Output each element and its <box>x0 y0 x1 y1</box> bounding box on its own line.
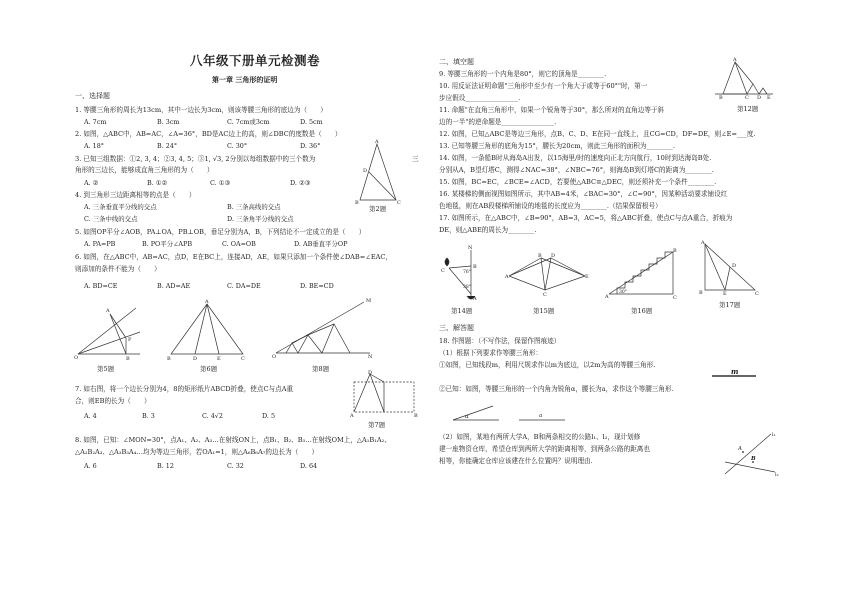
question-14-line1: 14. 如图，一条船B时从海岛A出发，以15海里/时的速度向正北方向航行，10时到达海岛B处. <box>439 154 712 162</box>
q7-option-b: B. 3 <box>142 412 155 420</box>
question-1: 1. 等腰三角形的周长为13cm，其中一边长为3cm，则该等腰三角形的底边为（ ） <box>75 106 327 114</box>
figure-16-staircase <box>605 248 695 300</box>
q6-option-a: A. BD=CE <box>84 282 118 290</box>
segment-m-label: m <box>731 367 739 376</box>
question-11-line2: 边的一半"的逆命题是________________. <box>439 118 557 126</box>
q4-option-c: C. 三条中线的交点 <box>84 215 138 223</box>
svg-text:A: A <box>605 294 609 300</box>
section2-heading: 二、填空题 <box>439 58 474 66</box>
svg-text:D: D <box>732 263 737 269</box>
segment-m <box>710 366 760 380</box>
svg-text:A: A <box>375 139 379 145</box>
svg-text:38°: 38° <box>463 285 471 290</box>
question-18-part1-b: ②已知：如图，等腰三角形的一个内角为锐角α，腰长为a，求作这个等腰三角形. <box>439 385 674 393</box>
figure-7-caption: 第7题 <box>368 421 386 429</box>
svg-text:M: M <box>366 298 372 304</box>
svg-text:B: B <box>751 456 756 462</box>
figure-15-triangles <box>505 254 589 296</box>
q7-option-c: C. 4√2 <box>202 412 223 420</box>
alpha-label: α <box>465 414 469 420</box>
svg-text:C: C <box>755 291 759 297</box>
figure-7-rectangle-fold <box>350 372 420 418</box>
question-18-part2-line3: 相等，你能确定仓库应该建在什么位置吗？说明理由. <box>439 457 593 465</box>
question-8-line1: 8. 如图，已知：∠MON=30°，点A₁、A₂、A₃…在射线ON上，点B₁、B₂、B₃…在射线OM上，△A₁B₁A₂、 <box>75 436 391 444</box>
q2-option-d: D. 36° <box>300 142 321 150</box>
svg-text:C: C <box>543 292 547 298</box>
svg-text:N: N <box>468 245 473 251</box>
question-14-line2: 分别从A，B望灯塔C，测得∠NAC=38°，∠NBC=76°，则海岛B到灯塔C的距离为________. <box>439 166 714 174</box>
svg-text:B: B <box>126 356 130 362</box>
svg-text:E: E <box>767 95 771 101</box>
q7-option-d: D. 5 <box>262 412 276 420</box>
question-3-line1: 3. 已知三组数据：①2, 3, 4；②3, 4, 5；③1, √3, 2分别以每组数据中的三个数为 <box>75 155 316 163</box>
question-18-part1-a: ①如图，已知线段m，利用尺规求作以m为底边，以2m为高的等腰三角形. <box>439 361 656 369</box>
figure-16-caption: 第16题 <box>631 307 653 315</box>
question-3-tail: 三 <box>412 155 419 163</box>
figure-6-caption: 第6题 <box>200 365 218 373</box>
question-12: 12. 如图，已知△ABC是等边三角形，点B、C、D、E在同一直线上，且CG=CD，DF=DE，则∠E=___度. <box>439 130 756 138</box>
q6-option-b: B. AD=AE <box>157 282 191 290</box>
svg-text:O: O <box>272 354 277 360</box>
svg-text:A: A <box>350 413 354 419</box>
question-5: 5. 如图OP平分∠AOB，PA⊥OA，PB⊥OB，垂足分别为A，B，下列结论不一定成立的是（ ） <box>75 228 366 236</box>
svg-text:P: P <box>128 337 132 343</box>
question-8-line2: △A₂B₂A₃、△A₃B₃A₄…均为等边三角形，若OA₁=1，则△A₆B₆A₇的边长为（ ） <box>75 448 319 456</box>
svg-text:B: B <box>414 413 418 419</box>
q5-option-b: B. PO平分∠APB <box>142 240 193 248</box>
svg-text:B: B <box>673 248 677 254</box>
svg-text:A: A <box>106 308 110 314</box>
svg-text:D: D <box>363 168 368 174</box>
svg-text:A: A <box>738 446 742 452</box>
q3-option-d: D. ②③ <box>290 179 311 187</box>
svg-text:76°: 76° <box>463 270 471 275</box>
svg-text:B: B <box>473 264 477 270</box>
svg-text:A: A <box>473 296 477 302</box>
section1-heading: 一、选择题 <box>75 92 110 100</box>
svg-text:30°: 30° <box>619 290 627 295</box>
svg-text:A: A <box>701 240 705 246</box>
figure-17-fold <box>697 240 761 296</box>
svg-text:B: B <box>538 253 542 259</box>
svg-text:C: C <box>673 295 677 301</box>
q2-option-c: C. 30° <box>227 142 248 150</box>
q1-option-d: D. 5cm <box>300 118 323 126</box>
question-10-line1: 10. 用反证法证明命题"三角形中至少有一个角大于或等于60°"时，第一 <box>439 82 648 90</box>
svg-text:A: A <box>205 299 209 305</box>
svg-text:C: C <box>397 200 401 206</box>
figure-14-caption: 第14题 <box>451 307 473 315</box>
question-9: 9. 等腰三角形的一个内角是80°，则它的顶角是________. <box>439 70 607 78</box>
figure-roads-universities <box>721 428 781 478</box>
svg-text:B: B <box>355 200 359 206</box>
question-16-line2: 色地毯，则在AB段楼梯所铺设的地毯的长度应为________.（结果保留根号） <box>439 202 662 210</box>
svg-text:D: D <box>757 95 762 101</box>
question-17-line2: DE，则△ABE的周长为________. <box>439 226 537 234</box>
angle-alpha-and-segment-a <box>449 402 569 426</box>
svg-text:C: C <box>241 356 245 362</box>
question-7-line2: 合，则EB的长为（ ） <box>75 397 151 405</box>
figure-2-triangle <box>352 139 402 206</box>
svg-text:C: C <box>745 95 749 101</box>
svg-text:D: D <box>551 253 556 259</box>
question-18-part2-line2: 建一座物资仓库，希望仓库到两所大学的距离相等，到两条公路的距离也 <box>439 445 650 453</box>
q4-option-a: A. 三条垂直平分线的交点 <box>84 203 157 211</box>
q5-option-d: D. AB垂直平分OP <box>294 240 348 248</box>
q4-option-b: B. 三条高线的交点 <box>227 203 281 211</box>
figure-14-lighthouse <box>441 246 491 302</box>
svg-text:B: B <box>167 356 171 362</box>
q2-option-b: B. 24° <box>157 142 178 150</box>
q3-option-a: A. ② <box>84 179 99 187</box>
svg-text:B: B <box>719 95 723 101</box>
figure-17-caption: 第17题 <box>719 301 741 309</box>
svg-text:A: A <box>505 274 509 280</box>
svg-text:E: E <box>723 291 727 297</box>
figure-8-triangles <box>272 298 372 360</box>
q5-option-a: A. PA=PB <box>84 240 116 248</box>
question-16-line1: 16. 某楼梯的侧面视图如图所示，其中AB=4米，∠BAC=30°，∠C=90°，因某种活动要求铺设红 <box>439 190 728 198</box>
svg-text:E: E <box>585 274 589 280</box>
question-17-line1: 17. 如图所示，在△ABC中，∠B=90°，AB=3，AC=5，将△ABC折叠，使点C与点A重合，折痕为 <box>439 214 733 222</box>
figure-12-triangles <box>713 58 775 100</box>
section3-heading: 三、解答题 <box>439 324 474 332</box>
segment-a-label: a <box>539 413 543 419</box>
svg-text:l₁: l₁ <box>772 432 776 438</box>
svg-text:D: D <box>193 356 198 362</box>
figure-15-caption: 第15题 <box>533 307 555 315</box>
figure-5-angle <box>74 302 144 360</box>
question-10-line2: 步应假设________________. <box>439 94 521 102</box>
question-18: 18. 作图题：（不写作法，保留作图痕迹） <box>439 337 561 345</box>
question-7-line1: 7. 如右图，将一个边长分别为4，8的矩形纸片ABCD折叠，使点C与点A重 <box>75 385 294 393</box>
svg-text:B: B <box>699 290 703 296</box>
svg-text:E: E <box>217 356 221 362</box>
q8-option-a: A. 6 <box>84 462 97 470</box>
question-3-line2: 角形的三边长，能够成直角三角形的为（ ） <box>75 166 214 174</box>
svg-text:C: C <box>441 268 445 274</box>
figure-2-caption: 第2题 <box>369 205 387 213</box>
q8-option-b: B. 12 <box>157 462 174 470</box>
svg-text:D: D <box>368 370 373 376</box>
question-18-part1: （1）根据下列要求作等腰三角形： <box>439 349 543 357</box>
question-11-line1: 11. 命题"在直角三角形中，如果一个锐角等于30°，那么所对的直角边等于斜 <box>439 106 665 114</box>
page-title: 八年级下册单元检测卷 <box>190 53 321 68</box>
figure-12-caption: 第12题 <box>737 105 759 113</box>
figure-5-caption: 第5题 <box>97 365 115 373</box>
question-4: 4. 到三角形三边距离相等的点是（ ） <box>75 191 196 199</box>
q1-option-b: B. 3cm <box>157 118 180 126</box>
q2-option-a: A. 18° <box>84 142 105 150</box>
question-6-line2: 则添加的条件不能为（ ） <box>75 265 161 273</box>
question-6-line1: 6. 如图，在△ABC中，AB=AC，点D，E在BC上，连接AD，AE，如果只添加一个条件使∠DAB=∠EAC， <box>75 253 393 261</box>
q7-option-a: A. 4 <box>84 412 97 420</box>
figure-6-triangle <box>167 299 247 362</box>
question-15: 15. 如图，BC=EC，∠BCE=∠ACD，若要使△ABC≌△DEC，则还须补充一个条件________. <box>439 178 717 186</box>
question-2: 2. 如图，△ABC中，AB=AC，∠A=36°，BD是AC边上的高，则∠DBC的度数是（ ） <box>75 130 342 138</box>
q8-option-c: C. 32 <box>227 462 244 470</box>
q1-option-c: C. 7cm或3cm <box>227 118 270 126</box>
q1-option-a: A. 7cm <box>84 118 107 126</box>
question-13: 13. 已知等腰三角形的底角为15°，腰长为20cm，则此三角形的面积为________. <box>439 142 675 150</box>
q4-option-d: D. 三条角平分线的交点 <box>227 215 294 223</box>
q6-option-d: D. BE=CD <box>300 282 334 290</box>
q8-option-d: D. 64 <box>300 462 318 470</box>
q6-option-c: C. DA=DE <box>227 282 261 290</box>
svg-text:O: O <box>74 355 79 361</box>
svg-text:l₂: l₂ <box>775 472 779 478</box>
figure-8-caption: 第8题 <box>312 365 330 373</box>
q5-option-c: C. OA=OB <box>222 240 256 248</box>
q3-option-c: C. ①③ <box>210 179 231 187</box>
chapter-subtitle: 第一章 三角形的证明 <box>212 75 278 84</box>
q3-option-b: B. ①② <box>147 179 168 187</box>
svg-text:A: A <box>733 57 737 63</box>
question-18-part2-line1: （2）如图，某地有两所大学A，B和两条相交的公路l₁、l₂，现计划修 <box>439 433 641 441</box>
svg-text:N: N <box>368 354 373 360</box>
